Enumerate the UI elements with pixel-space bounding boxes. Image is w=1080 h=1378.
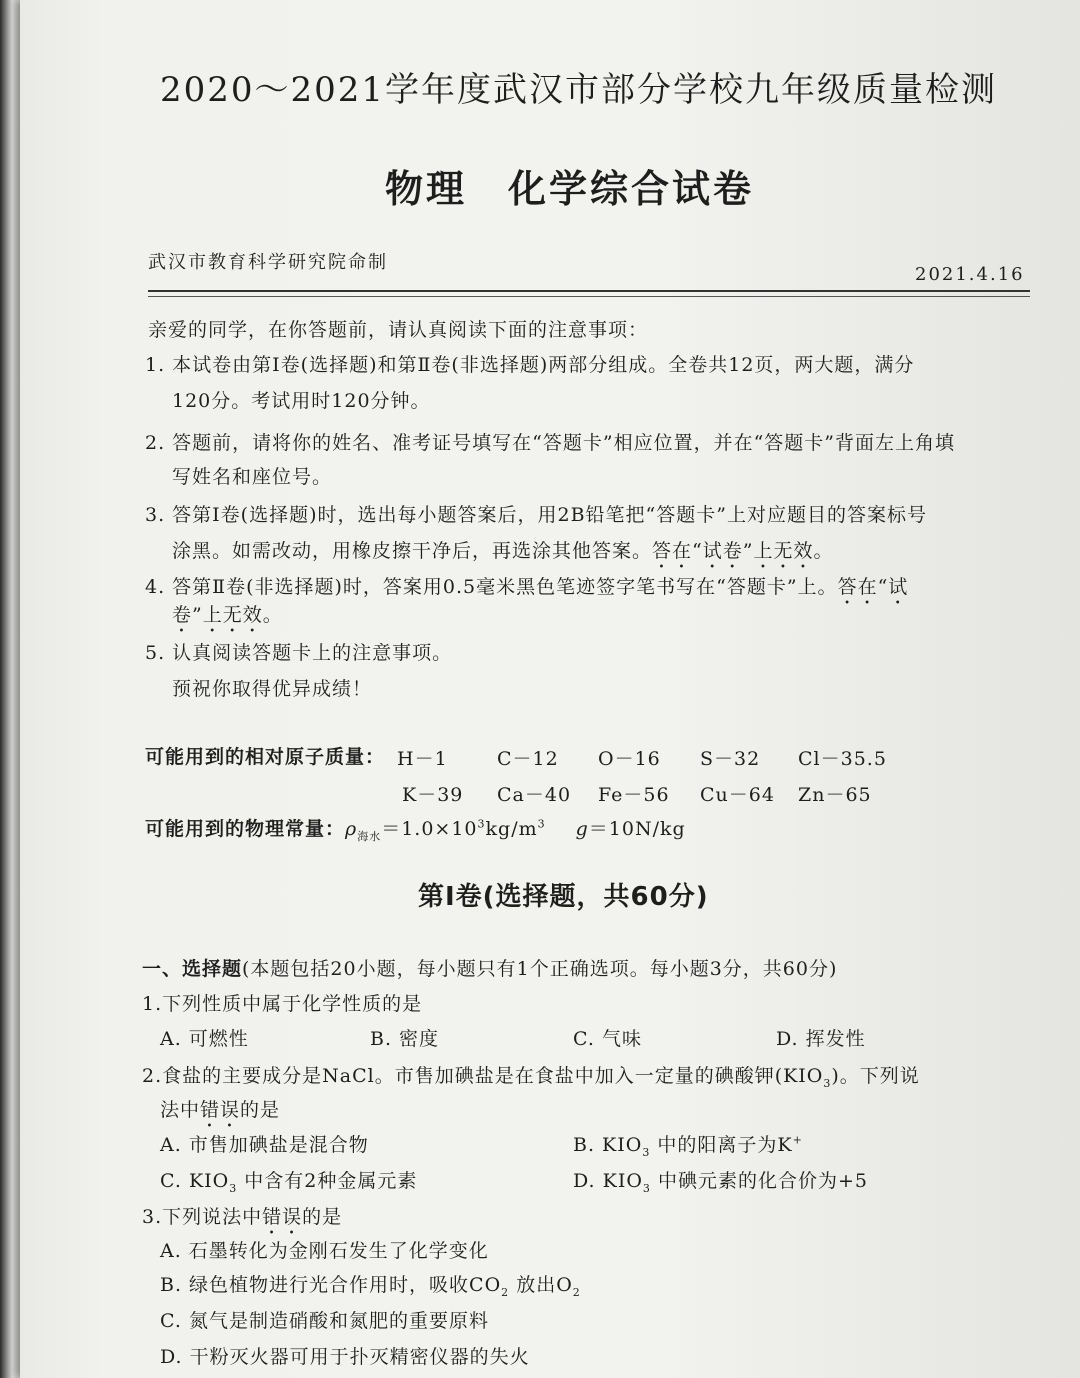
issuer: 武汉市教育科学研究院命制 bbox=[148, 252, 388, 273]
adjacent-page-edge bbox=[0, 0, 22, 1378]
question-3-option-a: A. 石墨转化为金刚石发生了化学变化 bbox=[160, 1240, 489, 1262]
atomic-mass-item: S－32 bbox=[700, 748, 761, 770]
exam-date: 2021.4.16 bbox=[915, 264, 1025, 285]
rho-subscript: 海水 bbox=[357, 829, 382, 843]
q2-optB-1: B. KIO bbox=[573, 1134, 643, 1156]
rho-unit-exponent: 3 bbox=[537, 817, 546, 831]
notice-item-3b-text: 涂黑。如需改动，用橡皮擦干净后，再选涂其他答案。 bbox=[172, 540, 653, 562]
exam-title: 2020～2021学年度武汉市部分学校九年级质量检测 bbox=[160, 70, 998, 110]
notice-wish: 预祝你取得优异成绩！ bbox=[172, 678, 373, 700]
question-2-option-b bbox=[573, 1130, 803, 1159]
question-2-stem-line1 bbox=[142, 1061, 920, 1090]
notice-item-4b bbox=[172, 600, 283, 637]
notice-item-4a-emphasis: 答在“试 bbox=[837, 576, 909, 598]
q2-stem-sub: 3 bbox=[823, 1076, 832, 1090]
q2-stem-a1: 2.食盐的主要成分是NaCl。市售加碘盐是在食盐中加入一定量的碘酸钾(KIO bbox=[142, 1065, 824, 1087]
q2-optB-sup: + bbox=[792, 1133, 803, 1147]
q2-stem-b2: 的是 bbox=[240, 1099, 281, 1121]
atomic-mass-item: Cu－64 bbox=[700, 784, 775, 806]
notice-item-1a: 1. 本试卷由第Ⅰ卷(选择题)和第Ⅱ卷(非选择题)两部分组成。全卷共12页，两大题，满分 bbox=[145, 354, 915, 376]
q2-stem-b1: 法中 bbox=[160, 1099, 201, 1121]
question-1-stem: 1.下列性质中属于化学性质的是 bbox=[142, 993, 423, 1015]
rho-value: ＝1.0×10 bbox=[381, 818, 478, 840]
question-2-option-d bbox=[573, 1166, 868, 1195]
question-3-stem bbox=[142, 1202, 342, 1239]
rho-symbol: ρ bbox=[345, 818, 358, 840]
notice-item-5: 5. 认真阅读答题卡上的注意事项。 bbox=[145, 642, 453, 664]
atomic-mass-item: Cl－35.5 bbox=[798, 748, 887, 770]
q3-stem-1: 3.下列说法中 bbox=[142, 1206, 263, 1228]
header-rule-thin bbox=[148, 296, 1030, 297]
q3-optB-sub2: 2 bbox=[572, 1285, 581, 1299]
q3-optB-2: 放出O bbox=[509, 1274, 573, 1296]
physics-constants bbox=[145, 814, 686, 844]
rho-unit: kg/m bbox=[485, 818, 538, 840]
notice-item-2b: 写姓名和座位号。 bbox=[172, 466, 333, 488]
section-heading bbox=[142, 954, 837, 981]
question-1-option-b: B. 密度 bbox=[370, 1028, 440, 1050]
q2-optD-1: D. KIO bbox=[573, 1170, 643, 1192]
atomic-mass-item: C－12 bbox=[497, 748, 559, 770]
exam-paper bbox=[20, 0, 1080, 1378]
notice-item-3b bbox=[172, 536, 833, 573]
question-2-stem-line2 bbox=[160, 1095, 280, 1132]
atomic-mass-item: Fe－56 bbox=[598, 784, 670, 806]
question-1-option-a: A. 可燃性 bbox=[160, 1028, 249, 1050]
exam-subtitle: 物理 化学综合试卷 bbox=[385, 167, 755, 211]
atomic-mass-item: K－39 bbox=[402, 784, 464, 806]
q3-optB-1: B. 绿色植物进行光合作用时，吸收CO bbox=[160, 1274, 502, 1296]
atomic-mass-label: 可能用到的相对原子质量： bbox=[145, 746, 386, 768]
q2-optD-2: 中碘元素的化合价为+5 bbox=[650, 1170, 868, 1192]
notice-item-4b-end: 。 bbox=[262, 604, 283, 626]
notice-item-1b: 120分。考试用时120分钟。 bbox=[172, 390, 431, 412]
notice-item-3a: 3. 答第Ⅰ卷(选择题)时，选出每小题答案后，用2B铅笔把“答题卡”上对应题目的答案标号 bbox=[145, 504, 927, 526]
atomic-mass-item: O－16 bbox=[598, 748, 661, 770]
q2-optD-sub: 3 bbox=[642, 1181, 651, 1195]
section-heading-rest: (本题包括20小题，每小题只有1个正确选项。每小题3分，共60分) bbox=[242, 958, 838, 980]
q2-optB-2: 中的阳离子为K bbox=[650, 1134, 793, 1156]
q3-stem-2: 的是 bbox=[302, 1206, 343, 1228]
g-symbol: g bbox=[575, 818, 589, 840]
question-2-option-c bbox=[160, 1166, 417, 1195]
q2-optC-2: 中含有2种金属元素 bbox=[237, 1170, 418, 1192]
question-1-option-c: C. 气味 bbox=[573, 1028, 642, 1050]
notice-item-4a-text: 4. 答第Ⅱ卷(非选择题)时，答案用0.5毫米黑色笔迹签字笔书写在“答题卡”上。 bbox=[145, 576, 838, 598]
q3-stem-emphasis: 错误 bbox=[262, 1206, 303, 1228]
g-value: ＝10N/kg bbox=[588, 818, 686, 840]
q2-optB-sub: 3 bbox=[642, 1145, 651, 1159]
atomic-mass-item: Zn－65 bbox=[798, 784, 872, 806]
notice-intro: 亲爱的同学，在你答题前，请认真阅读下面的注意事项： bbox=[148, 319, 649, 341]
q2-optC-sub: 3 bbox=[229, 1181, 238, 1195]
question-3-option-b bbox=[160, 1270, 581, 1299]
notice-item-4b-emphasis: 卷”上无效 bbox=[172, 604, 263, 626]
header-rule-thick bbox=[148, 290, 1030, 292]
question-3-option-c: C. 氮气是制造硝酸和氮肥的重要原料 bbox=[160, 1310, 489, 1332]
rho-exponent: 3 bbox=[477, 817, 486, 831]
atomic-mass-item: H－1 bbox=[397, 748, 448, 770]
section-title: 第Ⅰ卷(选择题，共60分) bbox=[418, 882, 709, 912]
question-3-option-d: D. 干粉灭火器可用于扑灭精密仪器的失火 bbox=[160, 1346, 530, 1368]
notice-item-3b-end: 。 bbox=[813, 540, 834, 562]
notice-item-2a: 2. 答题前，请将你的姓名、准考证号填写在“答题卡”相应位置，并在“答题卡”背面左上角填 bbox=[145, 432, 956, 454]
notice-item-3b-emphasis: 答在“试卷”上无效 bbox=[652, 540, 814, 562]
physics-constants-label: 可能用到的物理常量： bbox=[145, 818, 346, 840]
q3-optB-sub1: 2 bbox=[501, 1285, 510, 1299]
q2-stem-a2: )。下列说 bbox=[831, 1065, 920, 1087]
atomic-mass-item: Ca－40 bbox=[497, 784, 572, 806]
q2-optC-1: C. KIO bbox=[160, 1170, 230, 1192]
question-1-option-d: D. 挥发性 bbox=[776, 1028, 866, 1050]
section-heading-label: 一、选择题 bbox=[142, 958, 243, 980]
question-2-option-a: A. 市售加碘盐是混合物 bbox=[160, 1134, 369, 1156]
q2-stem-emphasis: 错误 bbox=[200, 1099, 241, 1121]
